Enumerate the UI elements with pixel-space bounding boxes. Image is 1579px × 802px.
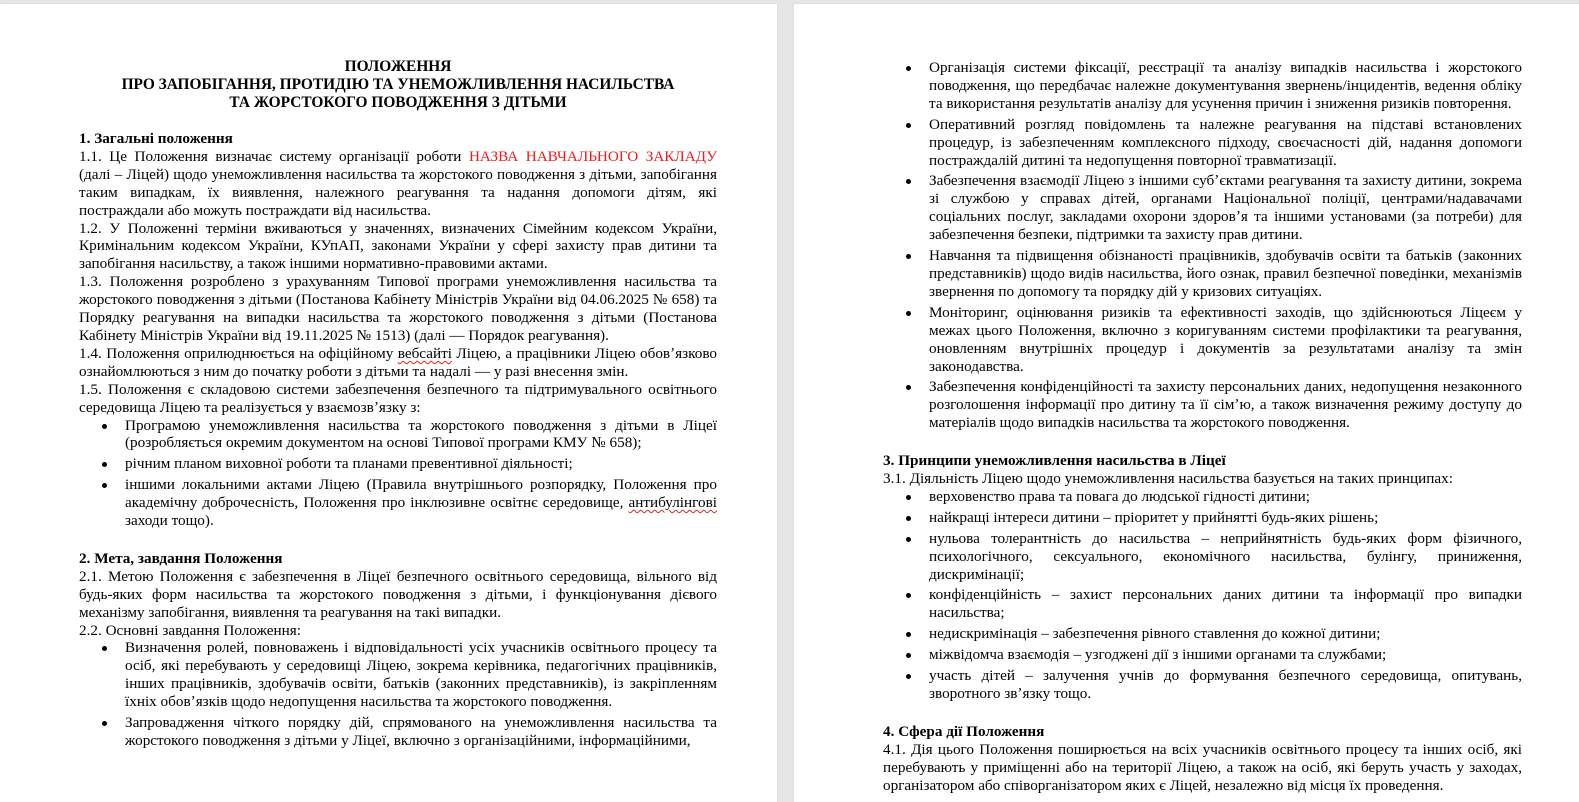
bullet-icon [906, 123, 911, 128]
page-1-body [79, 58, 717, 753]
section-4-heading: 4. Сфера дії Положення [883, 722, 1045, 740]
paragraph-1-4-text-end: Ліцею, а працівники Ліцею обовʼязково ознайомлюються з ним до початку роботи з дітьми та надалі — у разі внесення змін. [79, 344, 717, 380]
section-2-bullet-list [79, 639, 717, 749]
bullet-icon [906, 632, 911, 637]
list-item [79, 639, 717, 711]
paragraph-1-2: 1.2. У Положенні терміни вживаються у значеннях, визначених Сімейним кодексом України, Кримінальним кодексом України, КУпАП, законами України у сфері захисту прав дитини та запобігання насильству, а також іншими нормативно-правовими актами. [79, 219, 717, 273]
bullet-icon [906, 674, 911, 679]
list-item-text: Визначення ролей, повноважень і відповідальності усіх учасників освітнього процесу та осіб, які перебувають у середовищі Ліцею, зокрема керівника, педагогічних працівників, інших працівників, здобувачів освіти, батьків (законних представників), із закріпленням їхніх обовʼязків щодо недопущення насильства та жорстокого поводження. [125, 639, 717, 711]
paragraph-1-1 [79, 148, 717, 220]
bullet-icon [906, 311, 911, 316]
bullet-icon [102, 462, 107, 467]
document-title [79, 58, 717, 112]
list-item-text-start: іншими локальними актами Ліцею (Правила внутрішнього розпорядку, Положення про академічну доброчесність, Положення про інклюзивне освітнє середовище, [125, 476, 717, 512]
spacer [883, 435, 1522, 452]
paragraph-2-1: 2.1. Метою Положення є забезпечення в Ліцеї безпечного освітнього середовища, вільного від будь-яких форм насильства та жорстокого поводження з дітьми, і функціонування дієвого механізму запобігання, виявлення та реагування на такі випадки. [79, 567, 717, 621]
list-item [883, 116, 1522, 170]
paragraph-1-1-text-end: (далі – Ліцей) щодо унеможливлення насильства та жорстокого поводження з дітьми, запобігання таким випадкам, їх виявлення, належного реагування та надання допомоги дітям, які постраждали або можуть постраждати від насильства. [79, 165, 717, 219]
list-item-text: верховенство права та повага до людської гідності дитини; [929, 487, 1310, 505]
paragraph-2-2: 2.2. Основні завдання Положення: [79, 621, 302, 639]
list-item [79, 714, 717, 750]
document-page-2[interactable] [794, 4, 1579, 802]
paragraph-1-1-text-start: 1.1. Це Положення визначає систему організації роботи [79, 147, 469, 165]
list-item-text: міжвідомча взаємодія – узгоджені дії з іншими органами та службами; [929, 646, 1387, 664]
list-item-text: конфіденційність – захист персональних даних дитини та інформації про випадки насильства; [929, 586, 1522, 622]
spellcheck-flagged-word[interactable]: антибулінгові [628, 494, 717, 512]
list-item [79, 455, 717, 473]
section-2-heading: 2. Мета, завдання Положення [79, 549, 283, 567]
bullet-icon [906, 537, 911, 542]
title-line-3: ТА ЖОРСТОКОГО ПОВОДЖЕННЯ З ДІТЬМИ [229, 94, 567, 111]
section-2-bullet-list-continued [883, 59, 1522, 432]
list-item-text: Запровадження чіткого порядку дій, спрямованого на унеможливлення насильства та жорстокого поводження з дітьми у Ліцеї, включно з організаційними, інформаційними, [125, 714, 717, 749]
bullet-icon [906, 254, 911, 259]
list-item [883, 646, 1522, 664]
page-2-body [883, 59, 1522, 795]
bullet-icon [906, 593, 911, 598]
list-item-text: Програмою унеможливлення насильства та жорстокого поводження з дітьми в Ліцеї (розробляється окремим документом на основі Типової програми КМУ № 658); [125, 416, 717, 452]
list-item-text: участь дітей – залучення учнів до формування безпечного середовища, опитувань, зворотного звʼязку тощо. [929, 667, 1522, 702]
school-name-placeholder: НАЗВА НАВЧАЛЬНОГО ЗАКЛАДУ [468, 147, 717, 165]
list-item [883, 530, 1522, 584]
list-item-text: найкращі інтереси дитини – пріоритет у прийнятті будь-яких рішень; [929, 508, 1379, 526]
bullet-icon [102, 424, 107, 429]
list-item [883, 488, 1522, 506]
list-item [79, 417, 717, 453]
spacer [79, 533, 717, 550]
bullet-icon [906, 66, 911, 71]
section-3-heading: 3. Принципи унеможливлення насильства в Ліцеї [883, 452, 1226, 470]
title-line-2: ПРО ЗАПОБІГАННЯ, ПРОТИДІЮ ТА УНЕМОЖЛИВЛЕННЯ НАСИЛЬСТВА [121, 76, 675, 93]
paragraph-4-1: 4.1. Дія цього Положення поширюється на всіх учасників освітнього процесу та інших осіб, які перебувають у приміщенні або на території Ліцею, а також на осіб, які беруть участь у заходах, організатором або співорганізатором яких є Ліцей, незалежно від місця їх проведення. [883, 740, 1522, 794]
paragraph-1-4-text-start: 1.4. Положення оприлюднюється на офіційному [79, 344, 398, 362]
list-item-text: Забезпечення конфіденційності та захисту персональних даних, недопущення незаконного розголошення інформації про дитину та її сімʼю, а також визначення режиму доступу до матеріалів щодо випадків насильства та жорстокого поводження. [929, 378, 1522, 432]
list-item [883, 586, 1522, 622]
bullet-icon [906, 385, 911, 390]
list-item-text: нульова толерантність до насильства – неприйнятність будь-яких форм фізичного, психологічного, сексуального, економічного насильства, булінгу, приниження, дискримінації; [929, 529, 1522, 583]
section-1-heading: 1. Загальні положення [79, 130, 233, 147]
bullet-icon [906, 495, 911, 500]
list-item [883, 172, 1522, 244]
spacer [883, 706, 1522, 723]
list-item [79, 476, 717, 530]
paragraph-1-4 [79, 345, 717, 381]
bullet-icon [102, 646, 107, 651]
bullet-icon [102, 721, 107, 726]
list-item-text: Моніторинг, оцінювання ризиків та ефективності заходів, що здійснюються Ліцеєм у межах цього Положення, включно з коригуванням системи профілактики та реагування, оновленням внутрішніх процедур і документів за результатами аналізу та змін законодавства. [929, 303, 1522, 375]
list-item [883, 304, 1522, 376]
list-item-text: Оперативний розгляд повідомлень та належне реагування на підставі встановлених процедур, із забезпеченням комплексного підходу, своєчасності дій, надання допомоги постраждалій дитині та недопущення повторної травматизації. [929, 115, 1522, 169]
paragraph-3-1: 3.1. Діяльність Ліцею щодо унеможливлення насильства базується на таких принципах: [883, 470, 1453, 488]
list-item-text: Організація системи фіксації, реєстрації та аналізу випадків насильства і жорстокого поводження, що передбачає належне документування звернень/інцидентів, ведення обліку та використання результатів аналізу для усунення причин і зниження ризиків повторення. [929, 59, 1522, 112]
section-3-bullet-list [883, 488, 1522, 703]
list-item [883, 509, 1522, 527]
list-item-text-end: заходи тощо). [125, 512, 214, 530]
list-item [883, 625, 1522, 643]
list-item-text: недискримінація – забезпечення рівного ставлення до кожної дитини; [929, 625, 1381, 643]
section-1-bullet-list [79, 417, 717, 530]
list-item-text: Забезпечення взаємодії Ліцею з іншими субʼєктами реагування та захисту дитини, зокрема зі службою у справах дітей, органами Національної поліції, центрами/надавачами соціальних послуг, закладами охорони здоровʼя та іншими установами (за потреби) для забезпечення безпеки, підтримки та захисту прав дитини. [929, 172, 1522, 244]
list-item-text: річним планом виховної роботи та планами превентивної діяльності; [125, 455, 573, 473]
title-line-1: ПОЛОЖЕННЯ [344, 58, 452, 75]
list-item [883, 247, 1522, 301]
list-item [883, 667, 1522, 703]
paragraph-1-5: 1.5. Положення є складовою системи забезпечення безпечного та підтримувального освітнього середовища Ліцею та реалізується у взаємозвʼязку з: [79, 380, 717, 416]
list-item [883, 378, 1522, 432]
spellcheck-flagged-word[interactable]: вебсайті [397, 344, 452, 362]
bullet-icon [906, 516, 911, 521]
bullet-icon [906, 653, 911, 658]
list-item-text: Навчання та підвищення обізнаності працівників, здобувачів освіти та батьків (законних представників) щодо видів насильства, його ознак, правил безпечної поведінки, механізмів звернення по допомогу та порядку дій у кризових ситуаціях. [929, 247, 1522, 300]
bullet-icon [906, 179, 911, 184]
bullet-icon [102, 483, 107, 488]
document-page-1[interactable] [0, 4, 777, 802]
paragraph-1-3: 1.3. Положення розроблено з урахуванням Типової програми унеможливлення насильства та жорстокого поводження з дітьми (Постанова Кабінету Міністрів України від 04.06.2025 № 658) та Порядку реагування на випадки насильства та жорстокого поводження з дітьми (Постанова Кабінету Міністрів України від 19.11.2025 № 1513) (далі — Порядок реагування). [79, 273, 717, 344]
list-item [883, 59, 1522, 113]
